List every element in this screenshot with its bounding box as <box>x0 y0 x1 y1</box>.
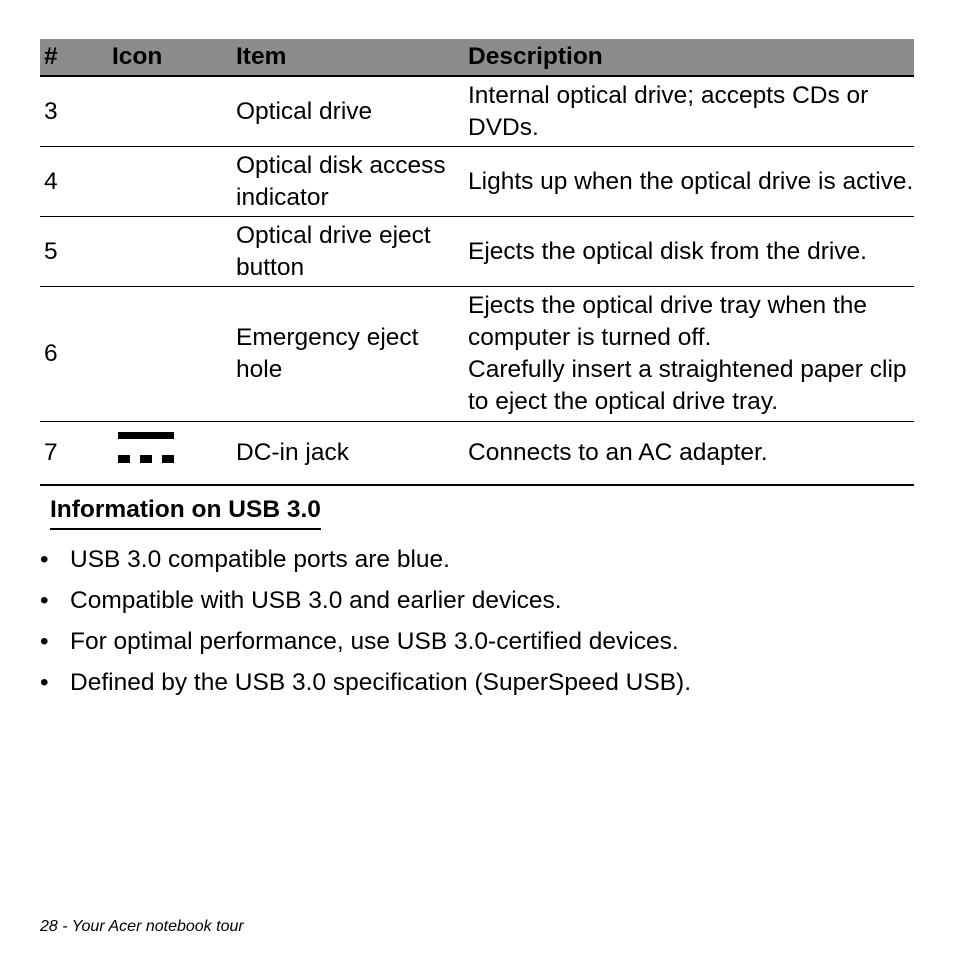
description-text: Carefully insert a straightened paper clip to eject the optical drive tray. <box>468 356 907 415</box>
header-item: Item <box>232 39 464 76</box>
description-text: Internal optical drive; accepts CDs or DVDs. <box>468 81 869 141</box>
row-icon-cell <box>110 422 232 486</box>
row-description <box>464 422 914 486</box>
row-number: 6 <box>40 287 110 422</box>
row-icon-cell <box>110 217 232 287</box>
usb-info-list <box>40 543 691 707</box>
list-item <box>40 666 691 707</box>
bullet-glyph: • <box>40 546 49 573</box>
row-item: DC-in jack <box>232 422 464 486</box>
list-item-text: For optimal performance, use USB 3.0-certified devices. <box>70 628 679 655</box>
header-icon: Icon <box>110 39 232 76</box>
row-icon-cell <box>110 287 232 422</box>
row-number: 4 <box>40 147 110 217</box>
bullet-glyph: • <box>40 587 49 614</box>
section-heading: Information on USB 3.0 <box>50 492 321 530</box>
dc-power-symbol-icon <box>118 432 174 464</box>
table-row <box>40 76 914 147</box>
row-number: 3 <box>40 76 110 147</box>
table-row <box>40 422 914 486</box>
page-footer: 28 - Your Acer notebook tour <box>40 918 244 935</box>
row-description <box>464 287 914 422</box>
bullet-glyph: • <box>40 628 49 655</box>
row-number: 7 <box>40 422 110 486</box>
row-description <box>464 217 914 287</box>
row-item: Optical disk access indicator <box>232 147 464 217</box>
table-header-row <box>40 39 914 76</box>
list-item <box>40 625 691 666</box>
row-description <box>464 76 914 147</box>
row-icon-cell <box>110 147 232 217</box>
description-text: Lights up when the optical drive is active. <box>468 167 914 195</box>
bullet-glyph: • <box>40 669 49 696</box>
components-table <box>40 39 914 486</box>
row-item: Emergency eject hole <box>232 287 464 422</box>
table-row <box>40 147 914 217</box>
list-item-text: Compatible with USB 3.0 and earlier devices. <box>70 587 562 614</box>
description-text: Ejects the optical drive tray when the computer is turned off. <box>468 292 868 351</box>
list-item-text: USB 3.0 compatible ports are blue. <box>70 546 450 573</box>
row-icon-cell <box>110 76 232 147</box>
table-row <box>40 217 914 287</box>
description-text: Connects to an AC adapter. <box>468 439 768 466</box>
header-description: Description <box>464 39 914 76</box>
list-item <box>40 584 691 625</box>
row-description <box>464 147 914 217</box>
row-item: Optical drive <box>232 76 464 147</box>
table-row <box>40 287 914 422</box>
row-number: 5 <box>40 217 110 287</box>
description-text: Ejects the optical disk from the drive. <box>468 237 867 265</box>
list-item <box>40 543 691 584</box>
row-item: Optical drive eject button <box>232 217 464 287</box>
header-number: # <box>40 39 110 76</box>
list-item-text: Defined by the USB 3.0 specification (SuperSpeed USB). <box>70 669 692 696</box>
